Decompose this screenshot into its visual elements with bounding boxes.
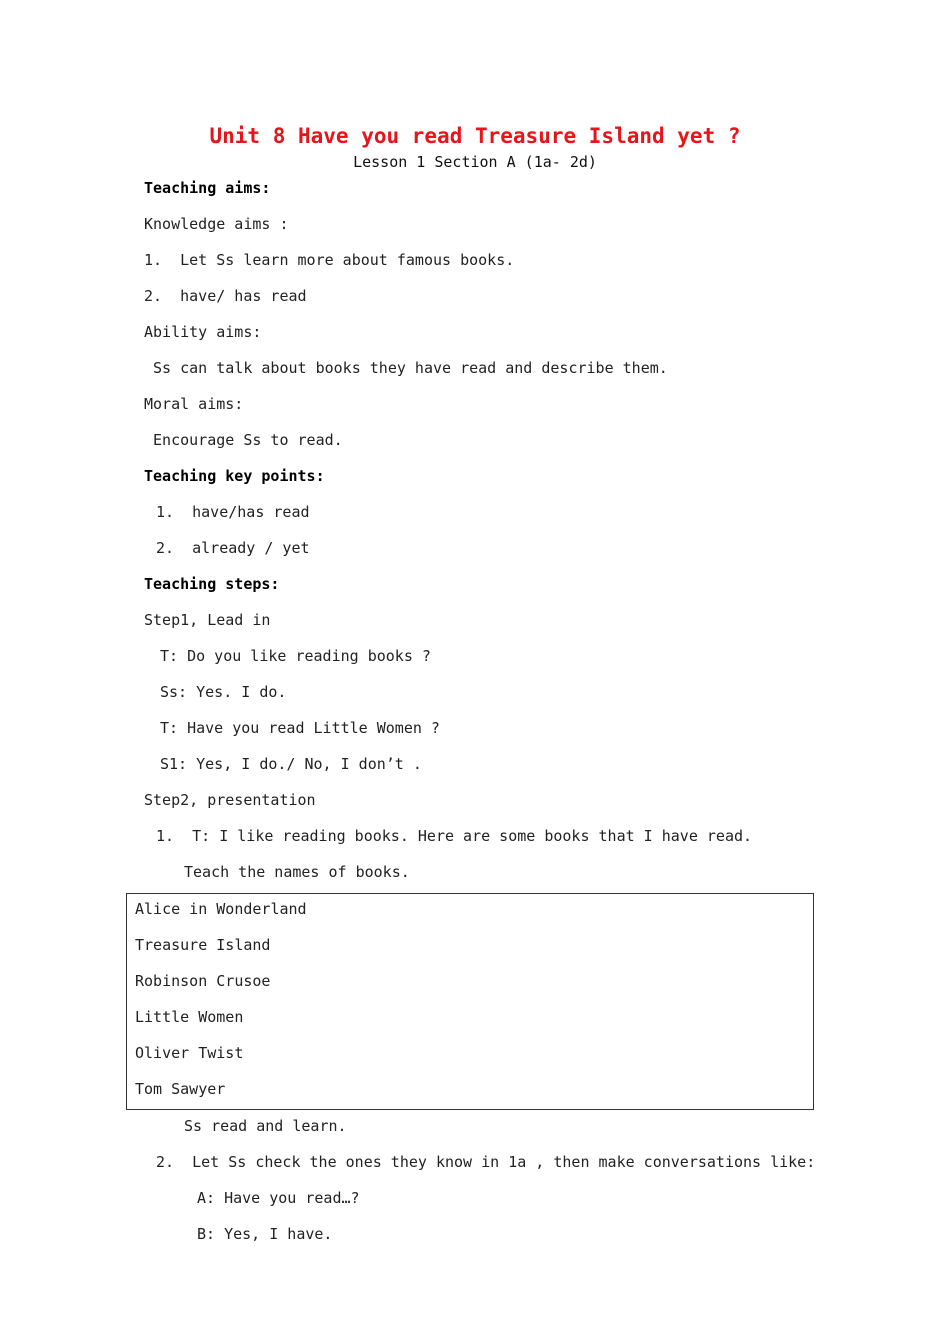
- key-points-heading: Teaching key points:: [144, 467, 325, 485]
- moral-aims-heading: Moral aims:: [144, 395, 244, 413]
- knowledge-aims-heading: Knowledge aims :: [144, 215, 289, 233]
- book-list-box: [126, 893, 814, 1110]
- step2-item-1-continued: Teach the names of books.: [184, 863, 410, 881]
- step1-line: T: Have you read Little Women ?: [160, 719, 440, 737]
- step1-line: S1: Yes, I do./ No, I don’t .: [160, 755, 422, 773]
- key-point-2: 2. already / yet: [156, 539, 310, 557]
- book-title: Tom Sawyer: [135, 1080, 226, 1098]
- book-title: Robinson Crusoe: [135, 972, 271, 990]
- step1-line: T: Do you like reading books ?: [160, 647, 431, 665]
- step1-line: Ss: Yes. I do.: [160, 683, 287, 701]
- step1-heading: Step1, Lead in: [144, 611, 271, 629]
- ability-aims-text: Ss can talk about books they have read and describe them.: [144, 359, 668, 377]
- dialog-line-a: A: Have you read…?: [197, 1189, 360, 1207]
- teaching-aims-heading: Teaching aims:: [144, 179, 271, 197]
- lesson-subtitle: Lesson 1 Section A (1a- 2d): [353, 153, 597, 171]
- teaching-steps-heading: Teaching steps:: [144, 575, 280, 593]
- moral-aims-text: Encourage Ss to read.: [144, 431, 343, 449]
- book-title: Treasure Island: [135, 936, 271, 954]
- book-title: Oliver Twist: [135, 1044, 244, 1062]
- knowledge-aim-1: 1. Let Ss learn more about famous books.: [144, 251, 515, 269]
- book-title: Little Women: [135, 1008, 244, 1026]
- book-title: Alice in Wonderland: [135, 900, 307, 918]
- step2-heading: Step2, presentation: [144, 791, 316, 809]
- key-point-1: 1. have/has read: [156, 503, 310, 521]
- knowledge-aim-2: 2. have/ has read: [144, 287, 307, 305]
- unit-title: Unit 8 Have you read Treasure Island yet ?: [209, 124, 741, 148]
- step2-item-2: 2. Let Ss check the ones they know in 1a , then make conversations like:: [156, 1153, 816, 1171]
- step2-item-1: 1. T: I like reading books. Here are some books that I have read.: [156, 827, 753, 845]
- after-box-note: Ss read and learn.: [184, 1117, 347, 1135]
- ability-aims-heading: Ability aims:: [144, 323, 262, 341]
- dialog-line-b: B: Yes, I have.: [197, 1225, 333, 1243]
